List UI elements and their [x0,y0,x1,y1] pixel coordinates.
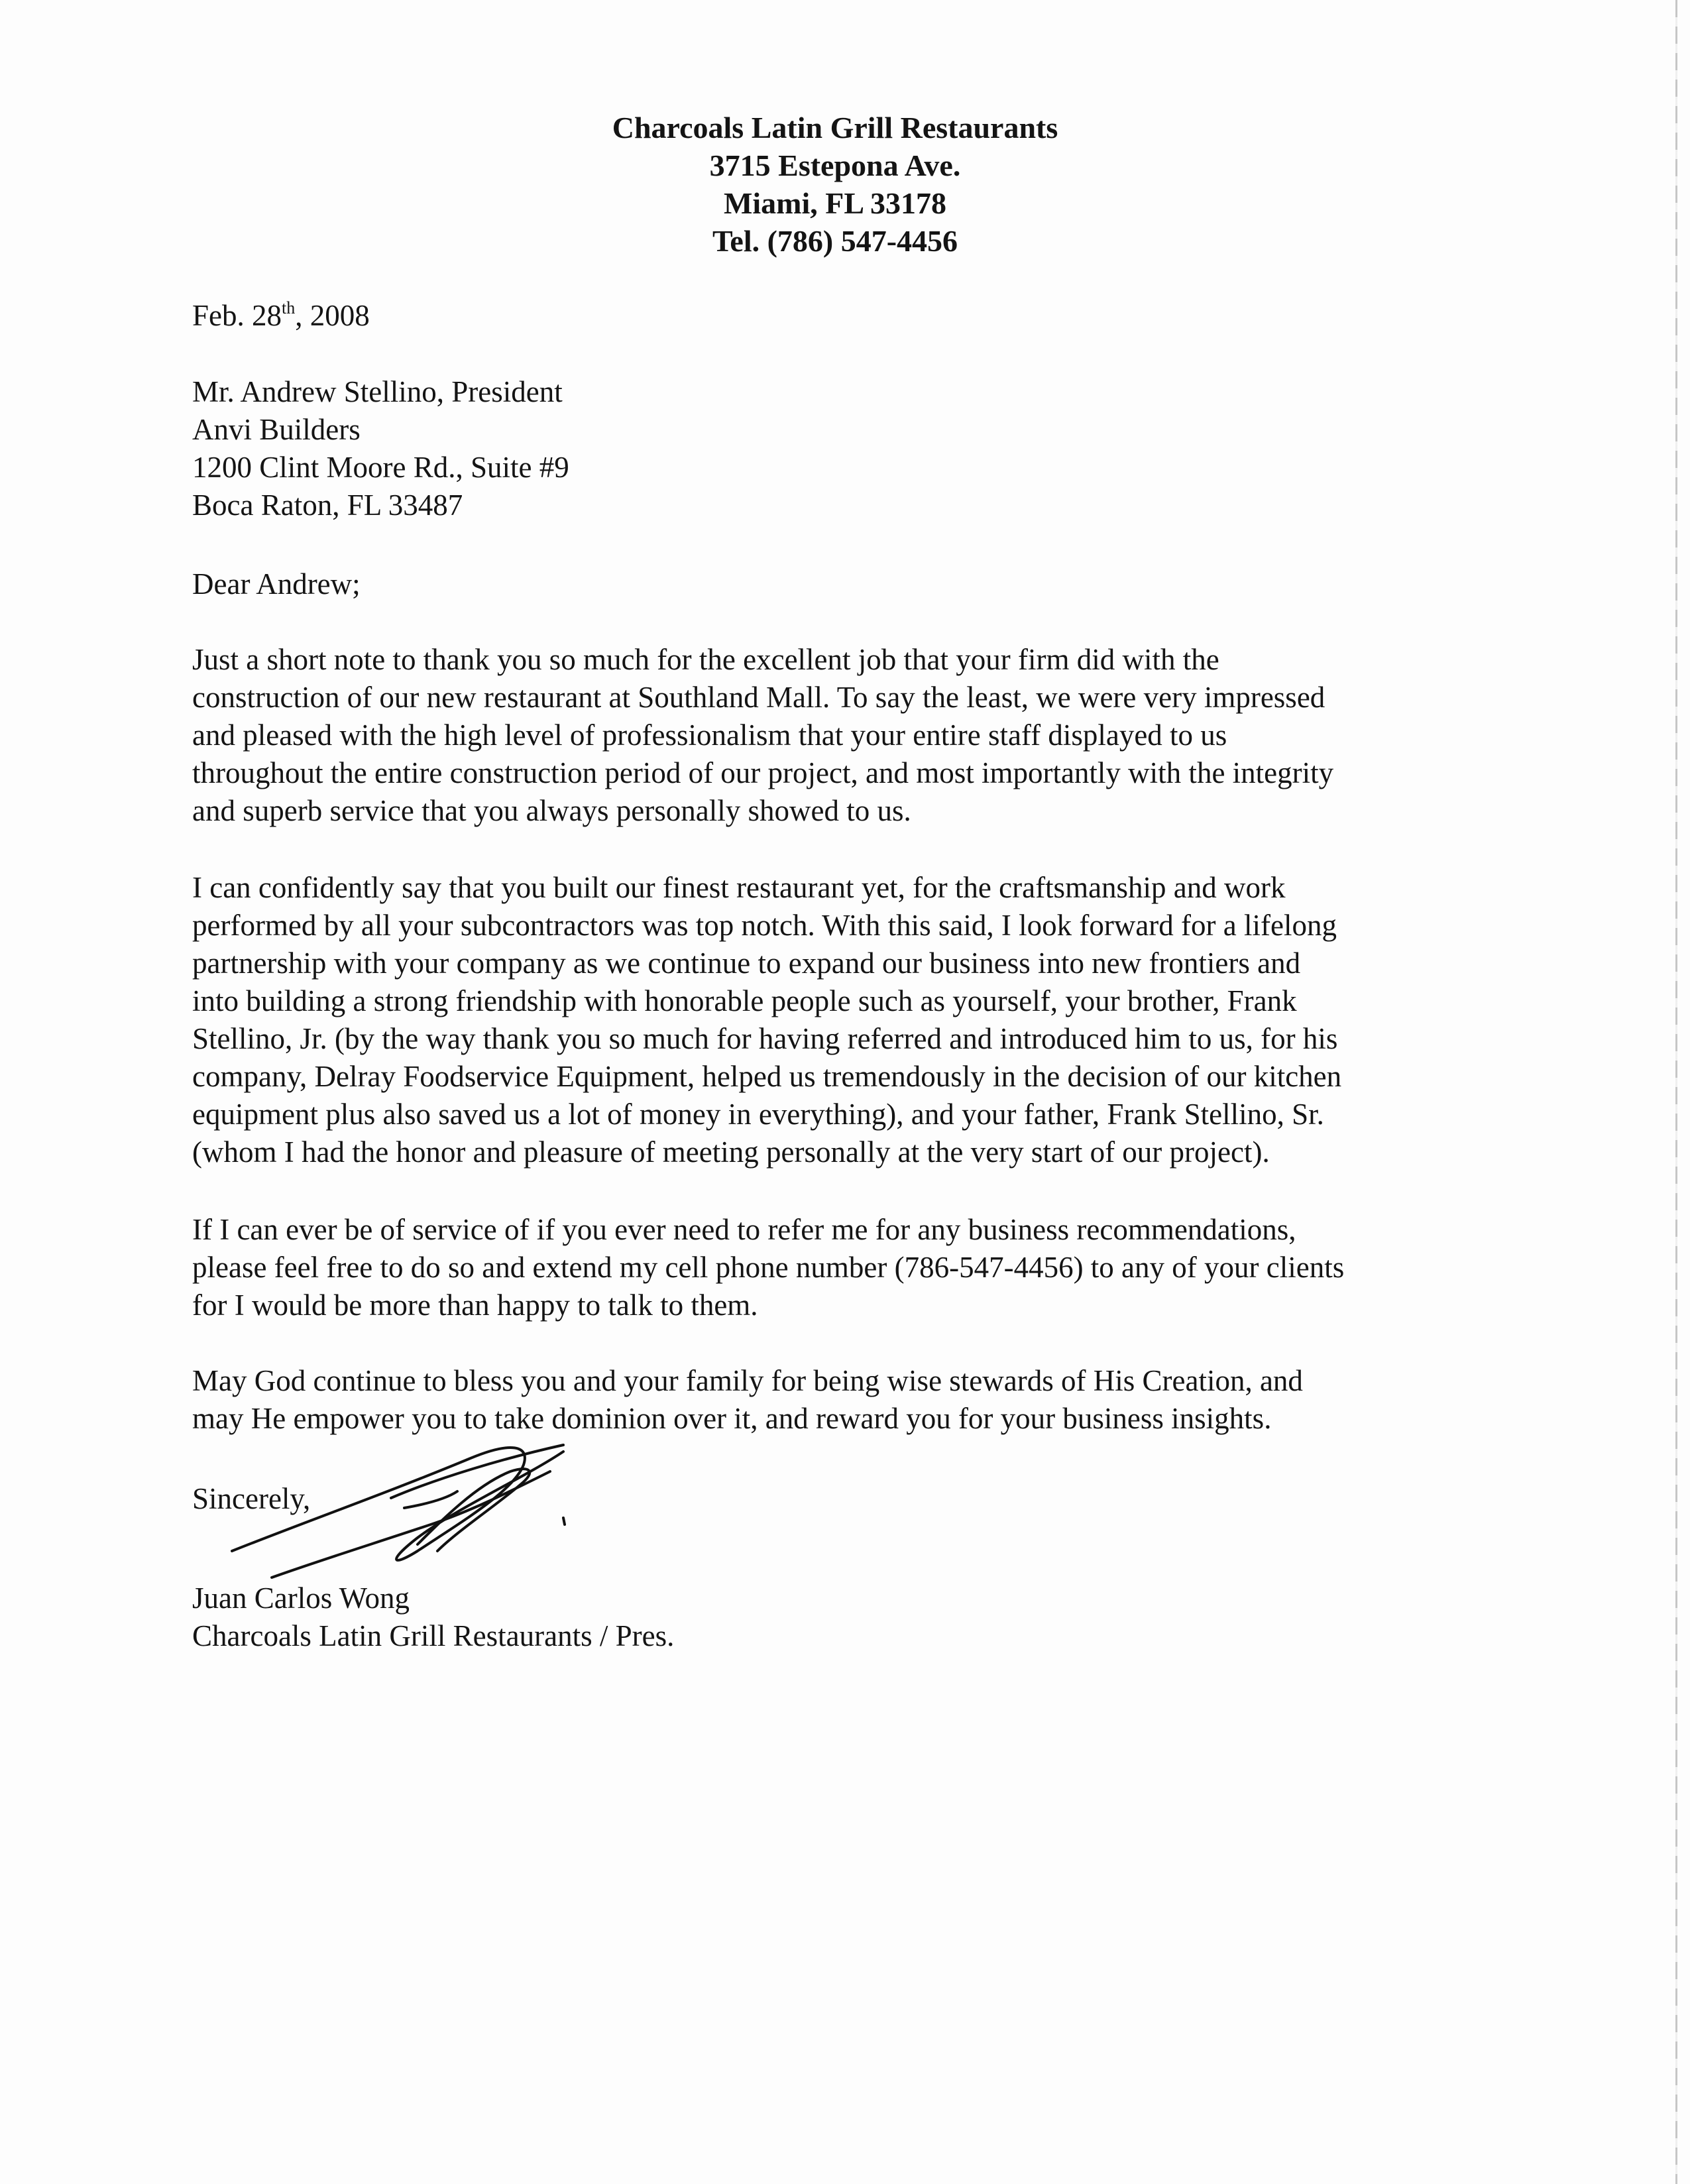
paragraph-line: partnership with your company as we continue to expand our business into new frontiers and [192,947,1301,980]
paragraph-line: into building a strong friendship with honorable people such as yourself, your brother, Frank [192,984,1297,1017]
paragraph-line: company, Delray Foodservice Equipment, helped us tremendously in the decision of our kitchen [192,1060,1342,1093]
salutation: Dear Andrew; [192,567,361,601]
paragraph-line: please feel free to do so and extend my cell phone number (786-547-4456) to any of your clients [192,1251,1345,1284]
paragraph-line: Stellino, Jr. (by the way thank you so much for having referred and introduced him to us, for his [192,1022,1338,1055]
paragraph-3 [192,1211,1344,1324]
recipient-line-1: Mr. Andrew Stellino, President [192,375,563,408]
paragraph-line: for I would be more than happy to talk to them. [192,1289,758,1322]
signer-block [192,1580,674,1655]
paragraph-1 [192,641,1333,830]
paragraph-line: equipment plus also saved us a lot of money in everything), and your father, Frank Stellino, Sr. [192,1098,1324,1131]
letter-date [192,297,370,335]
recipient-line-4: Boca Raton, FL 33487 [192,489,463,522]
paragraph-line: and pleased with the high level of professionalism that your entire staff displayed to us [192,718,1227,752]
date-suffix: th [282,298,296,317]
paragraph-line: I can confidently say that you built our finest restaurant yet, for the craftsmanship and work [192,871,1286,904]
paragraph-line: throughout the entire construction period of our project, and most importantly with the integrity [192,756,1334,789]
recipient-address [192,373,569,524]
letterhead-street: 3715 Estepona Ave. [709,148,961,182]
recipient-line-3: 1200 Clint Moore Rd., Suite #9 [192,451,569,484]
handwritten-signature [219,1418,596,1591]
paragraph-line: and superb service that you always personally showed to us. [192,794,911,827]
signer-title: Charcoals Latin Grill Restaurants / Pres. [192,1619,675,1652]
paragraph-line: If I can ever be of service of if you ever need to refer me for any business recommendations, [192,1213,1296,1246]
paragraph-line: Just a short note to thank you so much for the excellent job that your firm did with the [192,643,1219,676]
letterhead [0,109,1670,260]
date-year: , 2008 [295,299,370,332]
paragraph-line: construction of our new restaurant at Southland Mall. To say the least, we were very impressed [192,681,1325,714]
scan-edge-line [1675,0,1677,2184]
date-prefix: Feb. 28 [192,299,282,332]
letterhead-company: Charcoals Latin Grill Restaurants [612,111,1058,144]
letterhead-phone: Tel. (786) 547-4456 [712,224,958,258]
paragraph-line: May God continue to bless you and your family for being wise stewards of His Creation, and [192,1364,1303,1397]
paragraph-line: performed by all your subcontractors was top notch. With this said, I look forward for a lifelong [192,909,1337,942]
paragraph-2 [192,869,1341,1171]
paragraph-line: (whom I had the honor and pleasure of meeting personally at the very start of our project). [192,1135,1270,1169]
letterhead-city: Miami, FL 33178 [723,186,947,220]
closing: Sincerely, [192,1482,311,1515]
signer-name: Juan Carlos Wong [192,1581,410,1615]
paragraph-line: may He empower you to take dominion over it, and reward you for your business insights. [192,1402,1272,1435]
recipient-line-2: Anvi Builders [192,413,361,446]
